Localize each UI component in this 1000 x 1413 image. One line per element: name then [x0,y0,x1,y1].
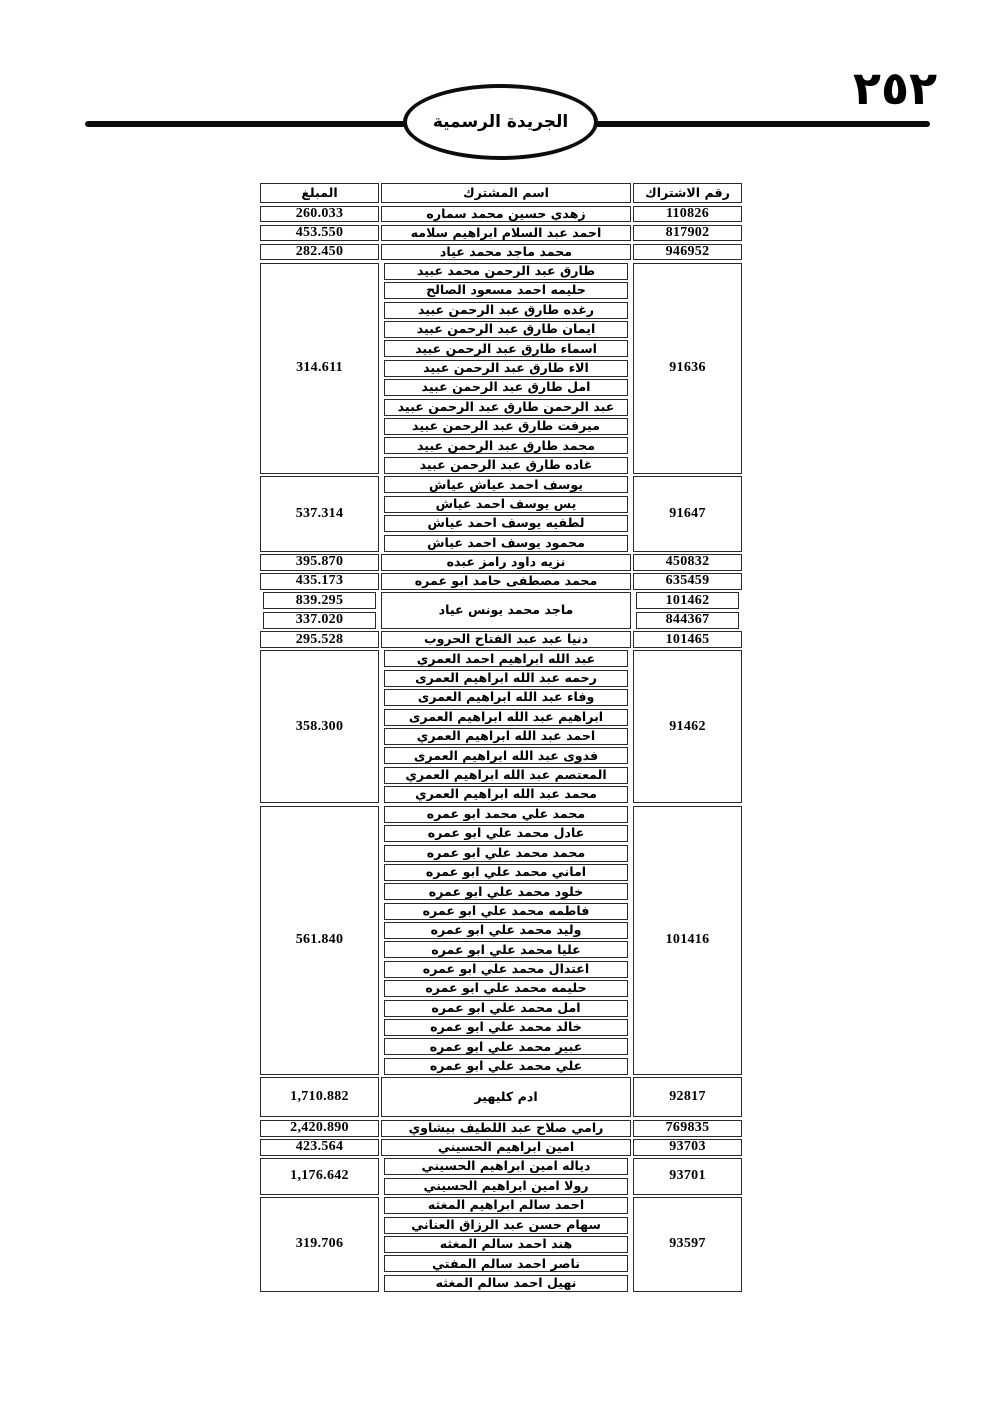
subscribers-table [258,183,742,1294]
table-row [258,1077,742,1117]
subscriber-name-cell: علي محمد علي ابو عمره [384,1058,628,1075]
subscriber-name-cell: محمد علي محمد ابو عمره [384,806,628,823]
amount-cell: 260.033 [260,206,379,223]
subscriber-name-cell-list [381,806,631,1075]
subscriber-name-cell: هند احمد سالم المغثه [384,1236,628,1253]
subscriber-name-cell: محمد عبد الله ابراهيم العمري [384,786,628,803]
subscription-number-cell: 769835 [633,1120,742,1137]
amount-cell: 453.550 [260,225,379,242]
subscriber-name-cell: ابراهيم عبد الله ابراهيم العمرى [384,709,628,726]
subscriber-name-cell: عبد الرحمن طارق عبد الرحمن عبيد [384,399,628,416]
subscriber-name-cell: الاء طارق عبد الرحمن عبيد [384,360,628,377]
amount-cell-list [260,592,379,628]
column-header-subscriber-name: اسم المشترك [381,183,631,203]
table-row [258,1120,742,1137]
table-row [258,1197,742,1292]
subscriber-name-cell: محمد محمد علي ابو عمره [384,845,628,862]
table-row [258,1139,742,1156]
subscriber-name-cell: امل محمد علي ابو عمره [384,1000,628,1017]
table-row [258,476,742,551]
table-header-row [258,183,742,203]
table-row [258,263,742,474]
amount-cell: 314.611 [260,263,379,474]
subscription-number-cell-list [633,592,742,628]
subscriber-name-cell: اسماء طارق عبد الرحمن عبيد [384,340,628,357]
subscriber-name-cell-list [381,650,631,803]
subscriber-name-cell: رامي صلاح عبد اللطيف بيشاوي [381,1120,631,1137]
subscriber-name-cell: فدوى عبد الله ابراهيم العمرى [384,747,628,764]
table-row [258,244,742,261]
subscriber-name-cell-list [381,476,631,551]
subscriber-name-cell: غاده طارق عبد الرحمن عبيد [384,457,628,474]
table-row [258,631,742,648]
subscriber-name-cell: زهدي حسين محمد سماره [381,206,631,223]
amount-cell: 295.528 [260,631,379,648]
subscriber-name-cell: احمد سالم ابراهيم المغثه [384,1197,628,1214]
subscriber-name-cell: خلود محمد علي ابو عمره [384,883,628,900]
subscriber-name-cell: ادم كليهير [381,1077,631,1117]
amount-cell: 839.295 [263,592,376,609]
subscriber-name-cell: وفاء عبد الله ابراهيم العمرى [384,689,628,706]
subscription-number-cell: 91647 [633,476,742,551]
subscriber-name-cell: رحمه عبد الله ابراهيم العمرى [384,670,628,687]
table-row [258,1158,742,1194]
amount-cell: 435.173 [260,573,379,590]
table-row [258,206,742,223]
subscription-number-cell: 450832 [633,554,742,571]
subscriber-name-cell: ناصر احمد سالم المفتي [384,1255,628,1272]
subscription-number-cell: 93703 [633,1139,742,1156]
subscriber-name-cell: محمود يوسف احمد عياش [384,535,628,552]
gazette-banner-title: الجريدة الرسمية [432,112,569,132]
subscriber-name-cell: رغده طارق عبد الرحمن عبيد [384,302,628,319]
subscriber-name-cell: حليمه احمد مسعود الصالح [384,282,628,299]
gazette-banner [403,84,598,160]
subscriber-name-cell: عبير محمد علي ابو عمره [384,1038,628,1055]
subscriber-name-cell: احمد عبد السلام ابراهيم سلامه [381,225,631,242]
subscribers-table-body [258,206,742,1292]
amount-cell: 337.020 [263,612,376,629]
subscriber-name-cell: طارق عبد الرحمن محمد عبيد [384,263,628,280]
subscriber-name-cell: يس يوسف احمد عياش [384,496,628,513]
subscription-number-cell: 93701 [633,1158,742,1194]
subscription-number-cell: 946952 [633,244,742,261]
amount-cell: 319.706 [260,1197,379,1292]
subscription-number-cell: 101465 [633,631,742,648]
page-number: ٢٥٢ [852,61,938,115]
subscriber-name-cell: نزيه داود رامز عبده [381,554,631,571]
subscriber-name-cell: وليد محمد علي ابو عمره [384,922,628,939]
amount-cell: 2,420.890 [260,1120,379,1137]
subscriber-name-cell: المعتصم عبد الله ابراهيم العمري [384,767,628,784]
subscription-number-cell: 93597 [633,1197,742,1292]
amount-cell: 537.314 [260,476,379,551]
subscriber-name-cell: عبد الله ابراهيم احمد العمري [384,650,628,667]
table-row [258,225,742,242]
amount-cell: 1,176.642 [260,1158,379,1194]
subscription-number-cell: 635459 [633,573,742,590]
subscription-number-cell: 844367 [636,612,739,629]
table-row [258,573,742,590]
subscriber-name-cell-list [381,1158,631,1194]
subscription-number-cell: 101462 [636,592,739,609]
subscriber-name-cell: امين ابراهيم الحسيني [381,1139,631,1156]
subscriber-name-cell: محمد طارق عبد الرحمن عبيد [384,437,628,454]
subscriber-name-cell: دياله امين ابراهيم الحسيني [384,1158,628,1175]
column-header-amount: المبلغ [260,183,379,203]
subscriber-name-cell: امل طارق عبد الرحمن عبيد [384,379,628,396]
subscriber-name-cell: فاطمه محمد علي ابو عمره [384,903,628,920]
amount-cell: 1,710.882 [260,1077,379,1117]
subscription-number-cell: 101416 [633,806,742,1075]
subscriber-name-cell: ايمان طارق عبد الرحمن عبيد [384,321,628,338]
table-row [258,650,742,803]
subscriber-name-cell-list [381,263,631,474]
subscriber-name-cell: لطفيه يوسف احمد عياش [384,515,628,532]
table-row [258,592,742,628]
subscriber-name-cell: اعتدال محمد علي ابو عمره [384,961,628,978]
subscriber-name-cell: رولا امين ابراهيم الحسيني [384,1178,628,1195]
table-row [258,554,742,571]
amount-cell: 423.564 [260,1139,379,1156]
subscriber-name-cell: حليمه محمد علي ابو عمره [384,980,628,997]
subscriber-name-cell: محمد ماجد محمد عياد [381,244,631,261]
subscription-number-cell: 110826 [633,206,742,223]
subscriber-name-cell: محمد مصطفى حامد ابو عمره [381,573,631,590]
amount-cell: 282.450 [260,244,379,261]
amount-cell: 395.870 [260,554,379,571]
subscriber-name-cell: عليا محمد علي ابو عمره [384,941,628,958]
subscriber-name-cell-list [381,1197,631,1292]
subscriber-name-cell: يوسف احمد عياش عياش [384,476,628,493]
subscriber-name-cell: دنيا عبد عبد الفتاح الحروب [381,631,631,648]
subscriber-name-cell: خالد محمد علي ابو عمره [384,1019,628,1036]
subscriber-name-cell: اماني محمد علي ابو عمره [384,864,628,881]
amount-cell: 561.840 [260,806,379,1075]
subscription-number-cell: 92817 [633,1077,742,1117]
subscription-number-cell: 91636 [633,263,742,474]
amount-cell: 358.300 [260,650,379,803]
subscriber-name-cell: ماجد محمد يونس عياد [381,592,631,628]
subscriber-name-cell: سهام حسن عبد الرزاق العناني [384,1217,628,1234]
subscriber-name-cell: نهيل احمد سالم المغثه [384,1275,628,1292]
table-row [258,806,742,1075]
subscriber-name-cell: ميرفت طارق عبد الرحمن عبيد [384,418,628,435]
subscriber-name-cell: عادل محمد علي ابو عمره [384,825,628,842]
subscriber-name-cell: احمد عبد الله ابراهيم العمري [384,728,628,745]
subscription-number-cell: 817902 [633,225,742,242]
column-header-subscription-number: رقم الاشتراك [633,183,742,203]
subscription-number-cell: 91462 [633,650,742,803]
